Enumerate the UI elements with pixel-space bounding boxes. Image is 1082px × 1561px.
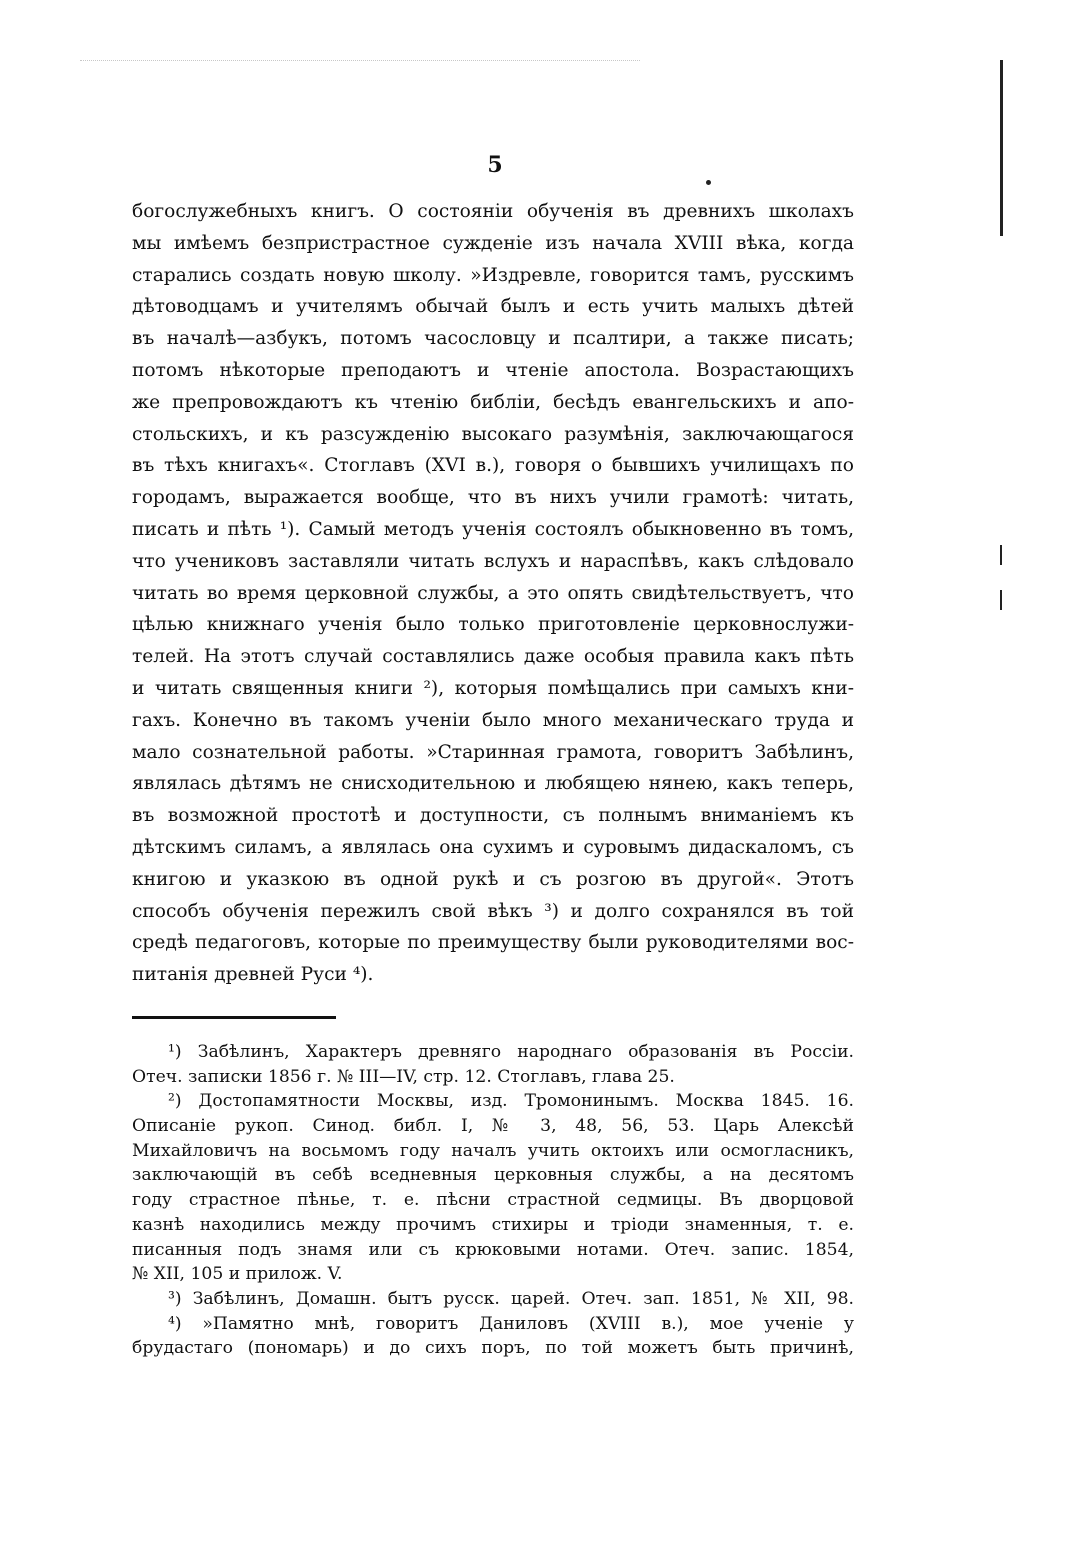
scan-edge-mark-2 [1000, 590, 1002, 610]
footnote-line: году страстное пѣнье, т. е. пѣсни страстной седмицы. Въ дворцовой [132, 1190, 854, 1211]
main-line: въ началѣ—азбукъ, потомъ часословцу и псалтири, а также писать; [132, 328, 854, 350]
footnote-line: Отеч. записки 1856 г. № III—IV, стр. 12. Стоглавъ, глава 25. [132, 1066, 675, 1087]
footnote-line: ²) Достопамятности Москвы, изд. Тромонинымъ. Москва 1845. 16. [168, 1091, 854, 1112]
footnote-line: ¹) Забѣлинъ, Характеръ древняго народнаго образованія въ Россіи. [168, 1042, 854, 1062]
main-line: книгою и указкою въ одной рукѣ и съ розгою въ другой«. Этотъ [132, 868, 854, 890]
page-number: 5 [487, 152, 503, 178]
main-line: читать во время церковной службы, а это опять свидѣтельствуетъ, что [132, 582, 854, 604]
main-line: мало сознательной работы. »Старинная грамота, говоритъ Забѣлинъ, [132, 741, 854, 763]
main-line: и читать священныя книги ²), которыя помѣщались при самыхъ кни- [132, 677, 854, 699]
main-line: въ тѣхъ книгахъ«. Стоглавъ (XVI в.), говоря о бывшихъ училищахъ по [132, 455, 854, 477]
scan-stray-dot [706, 180, 711, 185]
main-line: средѣ педагоговъ, которые по преимуществу были руководителями вос- [132, 932, 854, 954]
footnote-line: брудастаго (пономарь) и до сихъ поръ, по той можетъ быть причинѣ, [132, 1338, 854, 1359]
main-line: городамъ, выражается вообще, что въ нихъ учили грамотѣ: читать, [132, 487, 854, 509]
footnote-line: казнѣ находились между прочимъ стихиры и тріоди знаменныя, т. е. [132, 1214, 854, 1235]
main-line: богослужебныхъ книгъ. О состояніи обученія въ древнихъ школахъ [132, 201, 854, 222]
main-line: дѣтскимъ силамъ, а являлась она сухимъ и суровымъ дидаскаломъ, съ [132, 836, 854, 858]
main-line: старались создать новую школу. »Издревле, говорится тамъ, русскимъ [132, 264, 854, 286]
main-line: же препровождаютъ къ чтенію библіи, бесѣдъ евангельскихъ и апо- [132, 391, 854, 413]
main-line: телей. На этотъ случай составлялись даже особыя правила какъ пѣть [132, 646, 854, 668]
footnote-line: заключающій въ себѣ вседневныя церковныя службы, а на десятомъ [132, 1165, 854, 1186]
footnote-separator [132, 1016, 336, 1019]
footnote-line: Михайловичъ на восьмомъ году началъ учить октоихъ или осмогласникъ, [132, 1140, 854, 1161]
main-line: въ возможной простотѣ и доступности, съ полнымъ вниманіемъ къ [132, 805, 854, 827]
scan-artifact-top [80, 60, 640, 65]
main-line: мы имѣемъ безпристрастное сужденіе изъ начала XVIII вѣка, когда [132, 232, 854, 254]
main-line: гахъ. Конечно въ такомъ ученіи было много механическаго труда и [132, 709, 854, 731]
main-line: потомъ нѣкоторые преподаютъ и чтеніе апостола. Возрастающихъ [132, 359, 854, 381]
scan-edge-line-top [1000, 60, 1003, 236]
main-line: способъ обученія пережилъ свой вѣкъ ³) и долго сохранялся въ той [132, 900, 854, 922]
main-line: писать и пѣть ¹). Самый методъ ученія состоялъ обыкновенно въ томъ, [132, 518, 854, 540]
footnotes [132, 1040, 854, 1361]
footnote-line: ³) Забѣлинъ, Домашн. бытъ русск. царей. Отеч. зап. 1851, № XII, 98. [168, 1288, 854, 1309]
main-line: дѣтоводцамъ и учителямъ обычай былъ и есть учить малыхъ дѣтей [132, 296, 854, 318]
main-line: что учениковъ заставляли читать вслухъ и нараспѣвъ, какъ слѣдовало [132, 550, 854, 572]
main-line: цѣлью книжнаго ученія было только приготовленіе церковнослужи- [132, 614, 854, 636]
main-line: являлась дѣтямъ не снисходительною и любящею нянею, какъ теперь, [132, 773, 854, 795]
main-line: стольскихъ, и къ разсужденію высокаго разумѣнія, заключающагося [132, 423, 854, 445]
main-line: питанія древней Руси ⁴). [132, 964, 374, 986]
main-text [132, 196, 854, 991]
footnote-line: ⁴) »Памятно мнѣ, говоритъ Даниловъ (XVIII в.), мое ученіе у [168, 1313, 854, 1334]
footnote-line: Описаніе рукоп. Синод. библ. I, № 3, 48, 56, 53. Царь Алексѣй [132, 1116, 854, 1137]
footnote-line: писанныя подъ знамя или съ крюковыми нотами. Отеч. запис. 1854, [132, 1239, 854, 1260]
scan-edge-mark-1 [1000, 545, 1002, 565]
footnote-line: № XII, 105 и прилож. V. [132, 1264, 343, 1285]
